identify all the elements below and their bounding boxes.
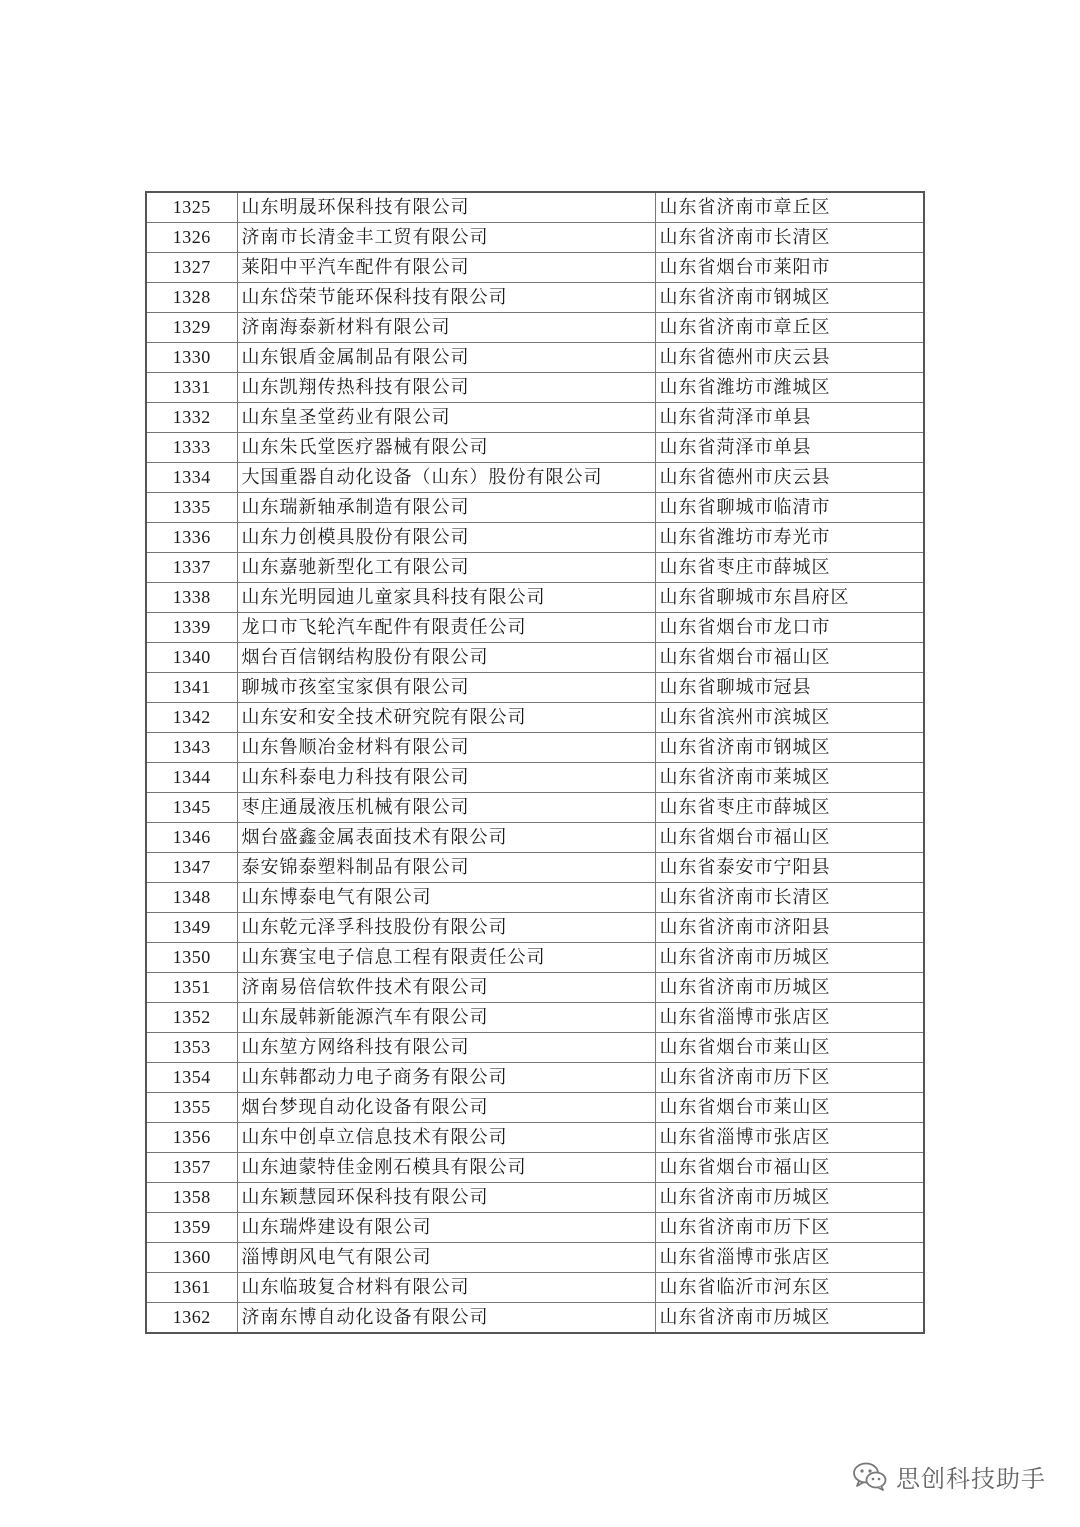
company-location: 山东省枣庄市薛城区 xyxy=(655,553,924,583)
row-number: 1356 xyxy=(146,1123,237,1153)
table-row xyxy=(146,1123,924,1153)
company-location: 山东省烟台市龙口市 xyxy=(655,613,924,643)
row-number: 1355 xyxy=(146,1093,237,1123)
company-location: 山东省烟台市莱阳市 xyxy=(655,253,924,283)
company-location: 山东省烟台市福山区 xyxy=(655,823,924,853)
company-location: 山东省济南市历下区 xyxy=(655,1063,924,1093)
table-row xyxy=(146,1063,924,1093)
company-location: 山东省菏泽市单县 xyxy=(655,403,924,433)
company-name: 烟台盛鑫金属表面技术有限公司 xyxy=(237,823,655,853)
row-number: 1326 xyxy=(146,223,237,253)
company-name: 山东博泰电气有限公司 xyxy=(237,883,655,913)
company-name: 济南市长清金丰工贸有限公司 xyxy=(237,223,655,253)
company-name: 山东银盾金属制品有限公司 xyxy=(237,343,655,373)
table-row xyxy=(146,793,924,823)
table-row xyxy=(146,1033,924,1063)
company-name: 山东迪蒙特佳金刚石模具有限公司 xyxy=(237,1153,655,1183)
company-location: 山东省滨州市滨城区 xyxy=(655,703,924,733)
company-name: 济南易倍信软件技术有限公司 xyxy=(237,973,655,1003)
table-row xyxy=(146,463,924,493)
table-row xyxy=(146,223,924,253)
company-location: 山东省临沂市河东区 xyxy=(655,1273,924,1303)
row-number: 1352 xyxy=(146,1003,237,1033)
company-location: 山东省淄博市张店区 xyxy=(655,1003,924,1033)
company-name: 山东赛宝电子信息工程有限责任公司 xyxy=(237,943,655,973)
row-number: 1344 xyxy=(146,763,237,793)
table-row xyxy=(146,673,924,703)
row-number: 1348 xyxy=(146,883,237,913)
table-row xyxy=(146,493,924,523)
company-location: 山东省烟台市福山区 xyxy=(655,1153,924,1183)
company-location: 山东省济南市钢城区 xyxy=(655,733,924,763)
row-number: 1339 xyxy=(146,613,237,643)
company-name: 济南东博自动化设备有限公司 xyxy=(237,1303,655,1334)
company-location: 山东省济南市莱城区 xyxy=(655,763,924,793)
company-name: 泰安锦泰塑料制品有限公司 xyxy=(237,853,655,883)
company-name: 山东安和安全技术研究院有限公司 xyxy=(237,703,655,733)
company-name: 龙口市飞轮汽车配件有限责任公司 xyxy=(237,613,655,643)
company-location: 山东省烟台市莱山区 xyxy=(655,1033,924,1063)
company-name: 枣庄通晟液压机械有限公司 xyxy=(237,793,655,823)
company-name: 大国重器自动化设备（山东）股份有限公司 xyxy=(237,463,655,493)
table-row xyxy=(146,553,924,583)
table-row xyxy=(146,853,924,883)
company-location: 山东省潍坊市寿光市 xyxy=(655,523,924,553)
company-location: 山东省菏泽市单县 xyxy=(655,433,924,463)
table-row xyxy=(146,192,924,223)
row-number: 1329 xyxy=(146,313,237,343)
row-number: 1340 xyxy=(146,643,237,673)
table-row xyxy=(146,1273,924,1303)
row-number: 1354 xyxy=(146,1063,237,1093)
company-name: 山东嘉驰新型化工有限公司 xyxy=(237,553,655,583)
company-location: 山东省淄博市张店区 xyxy=(655,1123,924,1153)
company-location: 山东省济南市历城区 xyxy=(655,1303,924,1334)
company-location: 山东省聊城市临清市 xyxy=(655,493,924,523)
company-location: 山东省济南市长清区 xyxy=(655,883,924,913)
company-name: 山东光明园迪儿童家具科技有限公司 xyxy=(237,583,655,613)
company-name: 山东临玻复合材料有限公司 xyxy=(237,1273,655,1303)
company-name: 莱阳中平汽车配件有限公司 xyxy=(237,253,655,283)
table-row xyxy=(146,613,924,643)
company-location: 山东省聊城市冠县 xyxy=(655,673,924,703)
table-row xyxy=(146,373,924,403)
row-number: 1361 xyxy=(146,1273,237,1303)
table-row xyxy=(146,283,924,313)
row-number: 1338 xyxy=(146,583,237,613)
wechat-icon xyxy=(852,1461,888,1491)
table-row xyxy=(146,973,924,1003)
table-row xyxy=(146,433,924,463)
company-name: 山东中创卓立信息技术有限公司 xyxy=(237,1123,655,1153)
company-location: 山东省济南市历城区 xyxy=(655,973,924,1003)
table-row xyxy=(146,313,924,343)
table-row xyxy=(146,1183,924,1213)
table-row xyxy=(146,1003,924,1033)
table-row xyxy=(146,1243,924,1273)
table-row xyxy=(146,1153,924,1183)
row-number: 1328 xyxy=(146,283,237,313)
table-row xyxy=(146,763,924,793)
company-name: 烟台百信钢结构股份有限公司 xyxy=(237,643,655,673)
company-name: 山东科泰电力科技有限公司 xyxy=(237,763,655,793)
table-row xyxy=(146,253,924,283)
company-name: 聊城市孩室宝家俱有限公司 xyxy=(237,673,655,703)
row-number: 1362 xyxy=(146,1303,237,1334)
row-number: 1325 xyxy=(146,192,237,223)
row-number: 1333 xyxy=(146,433,237,463)
company-name: 山东乾元泽孚科技股份有限公司 xyxy=(237,913,655,943)
table-row xyxy=(146,883,924,913)
table-row xyxy=(146,703,924,733)
company-name: 济南海泰新材料有限公司 xyxy=(237,313,655,343)
company-name: 山东岱荣节能环保科技有限公司 xyxy=(237,283,655,313)
table-row xyxy=(146,913,924,943)
row-number: 1357 xyxy=(146,1153,237,1183)
row-number: 1351 xyxy=(146,973,237,1003)
company-location: 山东省济南市章丘区 xyxy=(655,192,924,223)
row-number: 1332 xyxy=(146,403,237,433)
company-location: 山东省泰安市宁阳县 xyxy=(655,853,924,883)
table-row xyxy=(146,583,924,613)
company-location: 山东省济南市历城区 xyxy=(655,943,924,973)
company-location: 山东省淄博市张店区 xyxy=(655,1243,924,1273)
company-name: 山东瑞新轴承制造有限公司 xyxy=(237,493,655,523)
company-location: 山东省聊城市东昌府区 xyxy=(655,583,924,613)
company-location: 山东省济南市章丘区 xyxy=(655,313,924,343)
row-number: 1341 xyxy=(146,673,237,703)
company-name: 山东晟韩新能源汽车有限公司 xyxy=(237,1003,655,1033)
table-row xyxy=(146,733,924,763)
table-row xyxy=(146,1213,924,1243)
row-number: 1337 xyxy=(146,553,237,583)
company-name: 山东颖慧园环保科技有限公司 xyxy=(237,1183,655,1213)
row-number: 1349 xyxy=(146,913,237,943)
table-row xyxy=(146,1093,924,1123)
row-number: 1343 xyxy=(146,733,237,763)
row-number: 1335 xyxy=(146,493,237,523)
company-name: 山东鲁顺冶金材料有限公司 xyxy=(237,733,655,763)
company-location: 山东省烟台市莱山区 xyxy=(655,1093,924,1123)
company-location: 山东省济南市历下区 xyxy=(655,1213,924,1243)
company-location: 山东省济南市长清区 xyxy=(655,223,924,253)
company-name: 山东瑞烨建设有限公司 xyxy=(237,1213,655,1243)
company-name: 山东韩都动力电子商务有限公司 xyxy=(237,1063,655,1093)
table-row xyxy=(146,343,924,373)
company-location: 山东省济南市济阳县 xyxy=(655,913,924,943)
company-table xyxy=(145,191,925,1334)
row-number: 1358 xyxy=(146,1183,237,1213)
company-table-body xyxy=(146,192,924,1333)
row-number: 1346 xyxy=(146,823,237,853)
watermark-text: 思创科技助手 xyxy=(896,1464,1046,1493)
watermark xyxy=(852,1456,1046,1496)
company-location: 山东省济南市历城区 xyxy=(655,1183,924,1213)
company-name: 山东明晟环保科技有限公司 xyxy=(237,192,655,223)
row-number: 1353 xyxy=(146,1033,237,1063)
table-row xyxy=(146,1303,924,1334)
company-name: 山东堃方网络科技有限公司 xyxy=(237,1033,655,1063)
company-location: 山东省烟台市福山区 xyxy=(655,643,924,673)
company-location: 山东省济南市钢城区 xyxy=(655,283,924,313)
row-number: 1360 xyxy=(146,1243,237,1273)
row-number: 1334 xyxy=(146,463,237,493)
company-location: 山东省德州市庆云县 xyxy=(655,343,924,373)
row-number: 1347 xyxy=(146,853,237,883)
table-row xyxy=(146,523,924,553)
company-location: 山东省德州市庆云县 xyxy=(655,463,924,493)
row-number: 1342 xyxy=(146,703,237,733)
company-name: 烟台梦现自动化设备有限公司 xyxy=(237,1093,655,1123)
company-name: 山东力创模具股份有限公司 xyxy=(237,523,655,553)
row-number: 1345 xyxy=(146,793,237,823)
table-row xyxy=(146,403,924,433)
company-name: 山东朱氏堂医疗器械有限公司 xyxy=(237,433,655,463)
table-row xyxy=(146,643,924,673)
table-row xyxy=(146,823,924,853)
company-name: 山东凯翔传热科技有限公司 xyxy=(237,373,655,403)
table-row xyxy=(146,943,924,973)
row-number: 1331 xyxy=(146,373,237,403)
company-name: 淄博朗风电气有限公司 xyxy=(237,1243,655,1273)
row-number: 1327 xyxy=(146,253,237,283)
company-location: 山东省枣庄市薛城区 xyxy=(655,793,924,823)
company-name: 山东皇圣堂药业有限公司 xyxy=(237,403,655,433)
company-location: 山东省潍坊市潍城区 xyxy=(655,373,924,403)
row-number: 1350 xyxy=(146,943,237,973)
row-number: 1336 xyxy=(146,523,237,553)
row-number: 1359 xyxy=(146,1213,237,1243)
row-number: 1330 xyxy=(146,343,237,373)
